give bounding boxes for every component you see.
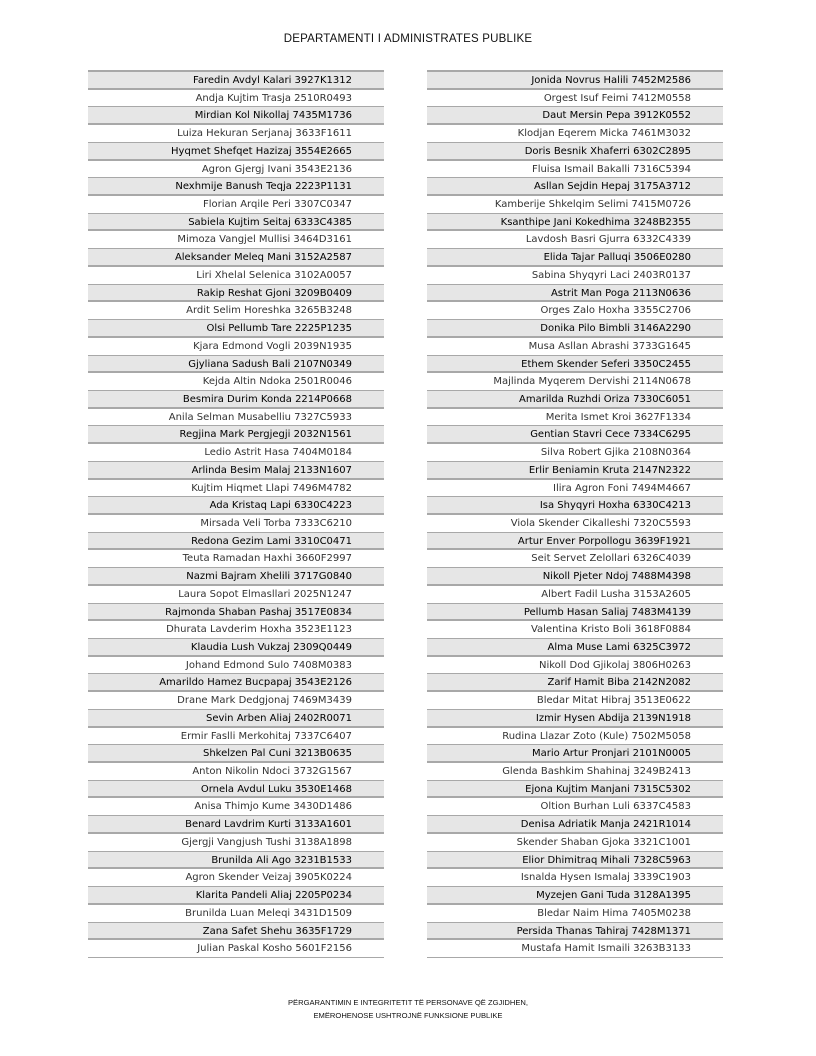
left-list-item: Redona Gezim Lami 3310C0471 — [88, 533, 384, 551]
left-list-item: Anila Selman Musabelliu 7327C5933 — [88, 409, 384, 427]
right-list-item: Glenda Bashkim Shahinaj 3249B2413 — [427, 763, 723, 781]
left-list-item: Anton Nikolin Ndoci 3732G1567 — [88, 763, 384, 781]
left-list-item: Julian Paskal Kosho 5601F2156 — [88, 940, 384, 958]
right-list-item: Oltion Burhan Luli 6337C4583 — [427, 798, 723, 816]
left-name-list — [88, 70, 384, 958]
left-list-item: Ledio Astrit Hasa 7404M0184 — [88, 444, 384, 462]
right-list-item: Pellumb Hasan Saliaj 7483M4139 — [427, 604, 723, 622]
right-list-item: Amarilda Ruzhdi Oriza 7330C6051 — [427, 391, 723, 409]
left-list-item: Luiza Hekuran Serjanaj 3633F1611 — [88, 125, 384, 143]
left-list-item: Kujtim Hiqmet Llapi 7496M4782 — [88, 480, 384, 498]
right-list-item: Denisa Adriatik Manja 2421R1014 — [427, 816, 723, 834]
left-list-item: Mirsada Veli Torba 7333C6210 — [88, 515, 384, 533]
right-list-item: Seit Servet Zelollari 6326C4039 — [427, 550, 723, 568]
document-title: DEPARTAMENTI I ADMINISTRATES PUBLIKE — [283, 33, 533, 45]
left-list-item: Kejda Altin Ndoka 2501R0046 — [88, 373, 384, 391]
right-list-item: Merita Ismet Kroi 3627F1334 — [427, 409, 723, 427]
left-list-item: Kjara Edmond Vogli 2039N1935 — [88, 338, 384, 356]
right-list-item: Klodjan Eqerem Micka 7461M3032 — [427, 125, 723, 143]
left-list-item: Liri Xhelal Selenica 3102A0057 — [88, 267, 384, 285]
left-list-item: Sabiela Kujtim Seitaj 6333C4385 — [88, 214, 384, 232]
right-list-item: Sabina Shyqyri Laci 2403R0137 — [427, 267, 723, 285]
left-list-item: Klarita Pandeli Aliaj 2205P0234 — [88, 887, 384, 905]
document-footer — [0, 997, 816, 1022]
left-list-item: Arlinda Besim Malaj 2133N1607 — [88, 462, 384, 480]
left-list-item: Ada Kristaq Lapi 6330C4223 — [88, 497, 384, 515]
right-list-item: Isa Shyqyri Hoxha 6330C4213 — [427, 497, 723, 515]
left-list-item: Ornela Avdul Luku 3530E1468 — [88, 781, 384, 799]
right-list-item: Skender Shaban Gjoka 3321C1001 — [427, 834, 723, 852]
left-list-item: Amarildo Hamez Bucpapaj 3543E2126 — [88, 674, 384, 692]
left-list-item: Agron Gjergj Ivani 3543E2136 — [88, 161, 384, 179]
left-list-item: Hyqmet Shefqet Hazizaj 3554E2665 — [88, 143, 384, 161]
left-list-item: Regjina Mark Pergjegji 2032N1561 — [88, 426, 384, 444]
right-list-item: Fluisa Ismail Bakalli 7316C5394 — [427, 161, 723, 179]
left-list-item: Dhurata Lavderim Hoxha 3523E1123 — [88, 621, 384, 639]
right-list-item: Ethem Skender Seferi 3350C2455 — [427, 356, 723, 374]
right-list-item: Gentian Stavri Cece 7334C6295 — [427, 426, 723, 444]
left-list-item: Mimoza Vangjel Mullisi 3464D3161 — [88, 231, 384, 249]
right-list-item: Zarif Hamit Biba 2142N2082 — [427, 674, 723, 692]
left-list-item: Andja Kujtim Trasja 2510R0493 — [88, 90, 384, 108]
left-list-item: Mirdian Kol Nikollaj 7435M1736 — [88, 107, 384, 125]
left-list-item: Gjergji Vangjush Tushi 3138A1898 — [88, 834, 384, 852]
footer-line-2: EMËROHENOSE USHTROJNË FUNKSIONE PUBLIKE — [313, 1010, 503, 1020]
right-list-item: Donika Pilo Bimbli 3146A2290 — [427, 320, 723, 338]
footer-line-1: PËRGARANTIMIN E INTEGRITETIT TË PERSONAVE QË ZGJIDHEN, — [287, 998, 529, 1007]
left-list-item: Rakip Reshat Gjoni 3209B0409 — [88, 285, 384, 303]
left-list-item: Laura Sopot Elmasllari 2025N1247 — [88, 586, 384, 604]
left-list-item: Brunilda Luan Meleqi 3431D1509 — [88, 905, 384, 923]
left-list-item: Nazmi Bajram Xhelili 3717G0840 — [88, 568, 384, 586]
right-list-item: Mario Artur Pronjari 2101N0005 — [427, 745, 723, 763]
right-list-item: Elior Dhimitraq Mihali 7328C5963 — [427, 852, 723, 870]
right-list-item: Valentina Kristo Boli 3618F0884 — [427, 621, 723, 639]
left-list-item: Nexhmije Banush Teqja 2223P1131 — [88, 178, 384, 196]
right-list-item: Bledar Mitat Hibraj 3513E0622 — [427, 692, 723, 710]
left-list-item: Ardit Selim Horeshka 3265B3248 — [88, 302, 384, 320]
right-list-item: Isnalda Hysen Ismalaj 3339C1903 — [427, 869, 723, 887]
left-list-item: Rajmonda Shaban Pashaj 3517E0834 — [88, 604, 384, 622]
right-name-list — [427, 70, 723, 958]
right-list-item: Artur Enver Porpollogu 3639F1921 — [427, 533, 723, 551]
right-list-item: Majlinda Myqerem Dervishi 2114N0678 — [427, 373, 723, 391]
right-list-item: Orgest Isuf Feimi 7412M0558 — [427, 90, 723, 108]
right-list-item: Ilira Agron Foni 7494M4667 — [427, 480, 723, 498]
right-list-item: Daut Mersin Pepa 3912K0552 — [427, 107, 723, 125]
right-list-item: Lavdosh Basri Gjurra 6332C4339 — [427, 231, 723, 249]
right-list-item: Nikoll Pjeter Ndoj 7488M4398 — [427, 568, 723, 586]
left-list-item: Ermir Faslli Merkohitaj 7337C6407 — [88, 728, 384, 746]
left-list-item: Klaudia Lush Vukzaj 2309Q0449 — [88, 639, 384, 657]
right-list-item: Elida Tajar Palluqi 3506E0280 — [427, 249, 723, 267]
left-list-item: Besmira Durim Konda 2214P0668 — [88, 391, 384, 409]
right-list-item: Alma Muse Lami 6325C3972 — [427, 639, 723, 657]
right-list-item: Silva Robert Gjika 2108N0364 — [427, 444, 723, 462]
right-list-item: Ejona Kujtim Manjani 7315C5302 — [427, 781, 723, 799]
right-list-item: Astrit Man Poga 2113N0636 — [427, 285, 723, 303]
right-list-item: Orges Zalo Hoxha 3355C2706 — [427, 302, 723, 320]
right-list-item: Persida Thanas Tahiraj 7428M1371 — [427, 923, 723, 941]
right-list-item: Viola Skender Cikalleshi 7320C5593 — [427, 515, 723, 533]
right-list-item: Musa Asllan Abrashi 3733G1645 — [427, 338, 723, 356]
left-list-item: Zana Safet Shehu 3635F1729 — [88, 923, 384, 941]
left-list-item: Benard Lavdrim Kurti 3133A1601 — [88, 816, 384, 834]
left-list-item: Faredin Avdyl Kalari 3927K1312 — [88, 72, 384, 90]
left-list-item: Agron Skender Veizaj 3905K0224 — [88, 869, 384, 887]
left-list-item: Sevin Arben Aliaj 2402R0071 — [88, 710, 384, 728]
left-list-item: Anisa Thimjo Kume 3430D1486 — [88, 798, 384, 816]
right-list-item: Asllan Sejdin Hepaj 3175A3712 — [427, 178, 723, 196]
right-list-item: Mustafa Hamit Ismaili 3263B3133 — [427, 940, 723, 958]
right-list-item: Jonida Novrus Halili 7452M2586 — [427, 72, 723, 90]
right-list-item: Izmir Hysen Abdija 2139N1918 — [427, 710, 723, 728]
left-list-item: Shkelzen Pal Cuni 3213B0635 — [88, 745, 384, 763]
right-list-item: Erlir Beniamin Kruta 2147N2322 — [427, 462, 723, 480]
left-list-item: Florian Arqile Peri 3307C0347 — [88, 196, 384, 214]
right-list-item: Bledar Naim Hima 7405M0238 — [427, 905, 723, 923]
left-list-item: Drane Mark Dedgjonaj 7469M3439 — [88, 692, 384, 710]
left-list-item: Brunilda Ali Ago 3231B1533 — [88, 852, 384, 870]
left-list-item: Aleksander Meleq Mani 3152A2587 — [88, 249, 384, 267]
right-list-item: Ksanthipe Jani Kokedhima 3248B2355 — [427, 214, 723, 232]
left-list-item: Teuta Ramadan Haxhi 3660F2997 — [88, 550, 384, 568]
left-list-item: Gjyliana Sadush Bali 2107N0349 — [88, 356, 384, 374]
right-list-item: Rudina Llazar Zoto (Kule) 7502M5058 — [427, 728, 723, 746]
left-list-item: Johand Edmond Sulo 7408M0383 — [88, 657, 384, 675]
right-list-item: Nikoll Dod Gjikolaj 3806H0263 — [427, 657, 723, 675]
right-list-item: Doris Besnik Xhaferri 6302C2895 — [427, 143, 723, 161]
right-list-item: Kamberije Shkelqim Selimi 7415M0726 — [427, 196, 723, 214]
right-list-item: Albert Fadil Lusha 3153A2605 — [427, 586, 723, 604]
left-list-item: Olsi Pellumb Tare 2225P1235 — [88, 320, 384, 338]
right-list-item: Myzejen Gani Tuda 3128A1395 — [427, 887, 723, 905]
